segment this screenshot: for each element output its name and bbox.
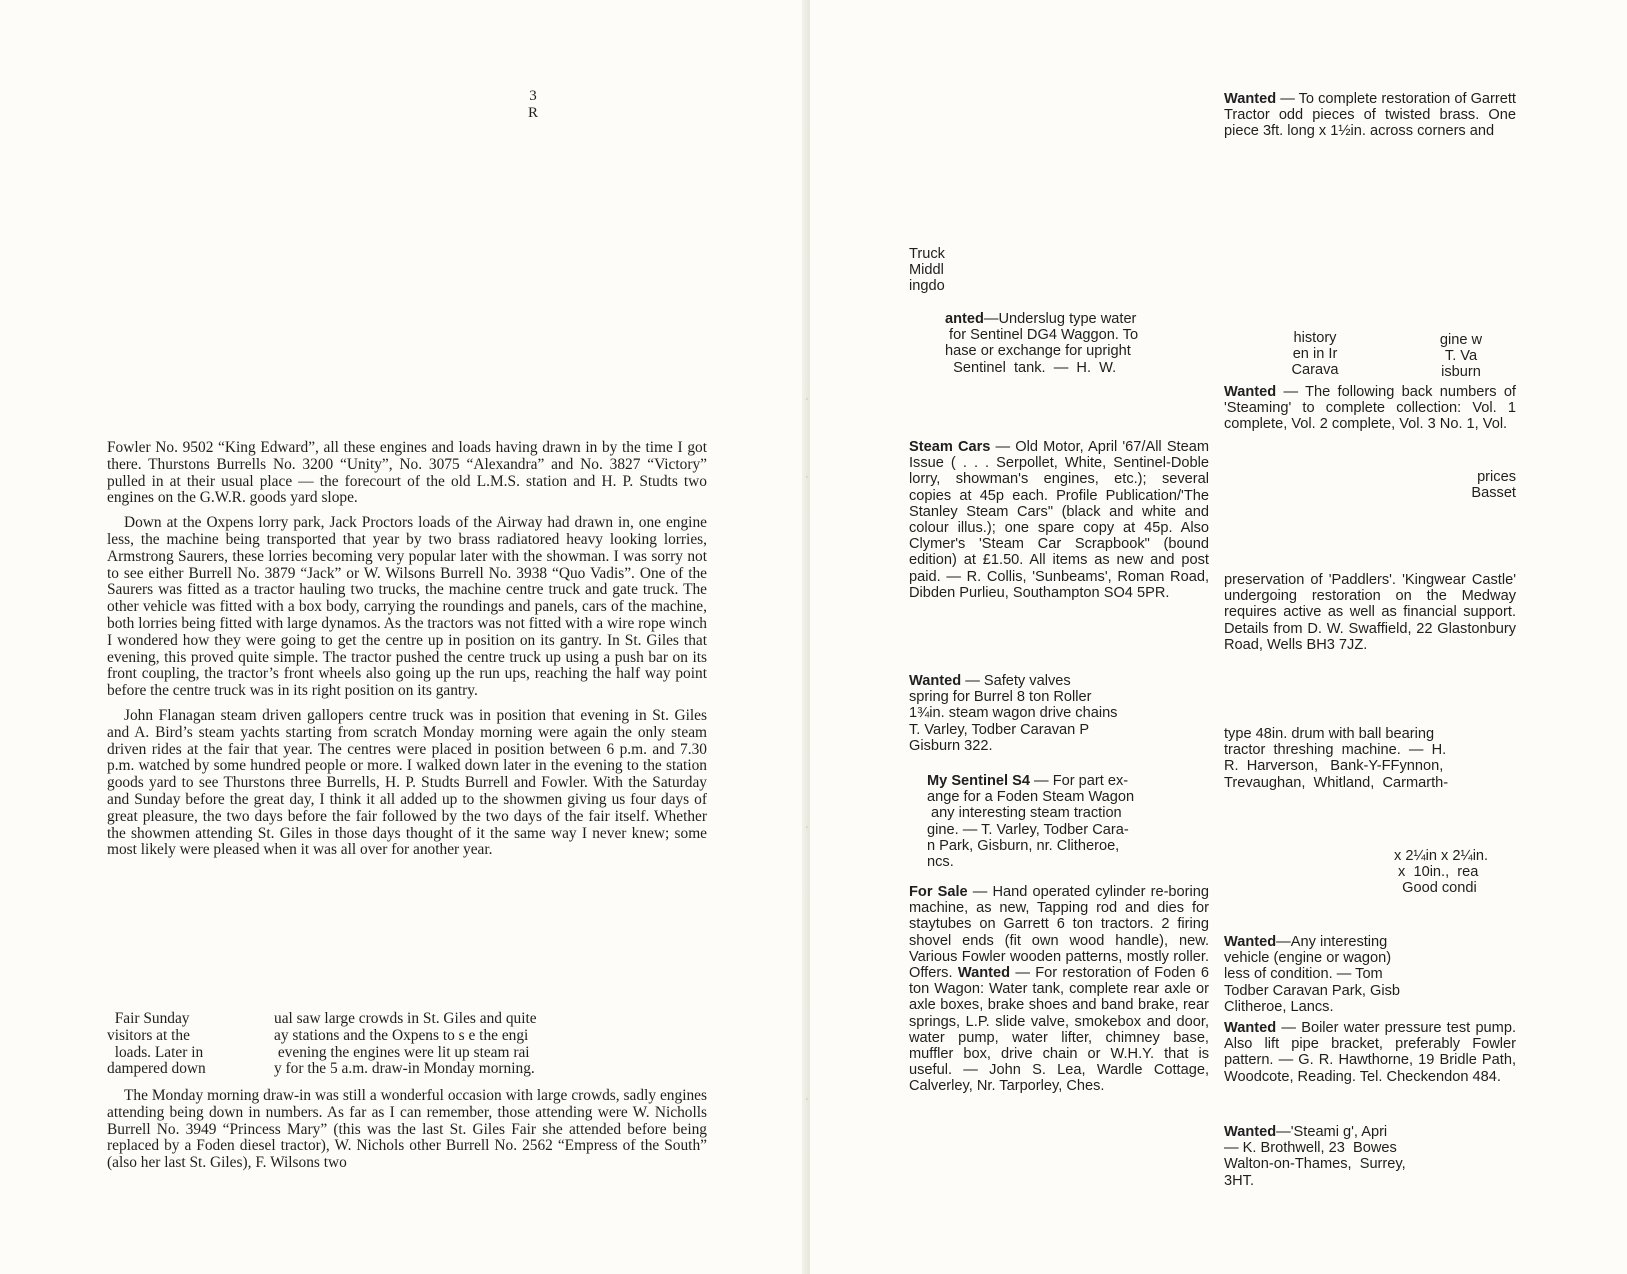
ad-body: — For part ex- ange for a Foden Steam Wagon any interesting steam traction gine. — T. Varley, Todber Cara- n Park, Gisburn, nr. Clitheroe, ncs. [927,773,1135,871]
paper-speck [806,398,808,400]
history-fragment-left: history en in Ir Carava [1291,330,1339,379]
ad-body-second: — For restoration of Foden 6 ton Wagon: Water tank, complete rear axle or axle boxes, brake shoes and band brake, rear springs, L.P. slide valve, smokebox and door, water pump, water lifter, chimney base, muffler box, drive chain or W.H.Y. that is useful. — John S. Lea, Wardle Cottage, Calverley, Nr. Tarporley, Ches. [909,965,1209,1095]
ad-body: — The following back numbers of 'Steaming' to complete collection: Vol. 1 complete, Vol. 2 complete, Vol. 3 No. 1, Vol. [1224,384,1516,433]
ad-heading: Wanted [909,673,962,689]
article-body [107,440,707,867]
truck-fragment: Truck Middl ingdo [909,246,945,295]
ad-heading: Wanted [1224,1124,1277,1140]
ad-paddlers: preservation of 'Paddlers'. 'Kingwear Castle' undergoing restoration on the Medway requires active as well as financial support. Details from D. W. Swaffield, 22 Glastonbury Road, Wells BH3 7JZ. [1224,572,1516,653]
ad-body: — Hand operated cylinder re-boring machine, as new, Tapping rod and dies for staytubes on Garrett 6 ton tractors. 2 firing shovel ends (fit own wood handle), new. Various Fowler wooden patterns, mostly roller. Offers. [909,884,1210,982]
ad-body: —'Steami g', Apri — K. Brothwell, 23 Bowes Walton-on-Thames, Surrey, 3HT. [1224,1124,1406,1189]
page-number [528,88,538,122]
ad-heading-second: Wanted [957,965,1010,982]
article-paragraph-3: John Flanagan steam driven gallopers centre truck was in position that evening in St. Giles and A. Bird’s steam yachts starting from scratch Monday morning were again the only steam driven rides at the fair that year. The centres were placed in position between 6 p.m. and 7.30 p.m. watched by some hundred people or more. I walked down later in the evening to the station goods yard to see Thurstons three Burrells, H. P. Studts Burrell and Fowler. With the Saturday and Sunday before the great day, I think it all added up to the showmen giving us four days of great pleasure, the two days before the fair followed by the two days of the fair itself. Whether the showmen attending St. Giles in those days thought of it the same way I never knew; some most likely were pleased when it was all over for another year. [107,706,707,859]
article-last-paragraph: The Monday morning draw-in was still a wonderful occasion with large crowds, sadly engines attending being down in numbers. As far as I can remember, those attending were W. Nicholls Burrell No. 3949 “Princess Mary” (this was the last St. Giles Fair she attended before being replaced by a Foden diesel tractor), W. Nichols other Burrell No. 2562 “Empress of the South” (also her last St. Giles), F. Wilsons two [107,1087,707,1172]
ad-my-sentinel-s4 [927,773,1217,870]
fragment-left-column: Fair Sunday visitors at the loads. Later in dampered down [107,1010,206,1078]
ad-body: — To complete restoration of Garrett Tractor odd pieces of twisted brass. One piece 3ft. long x 1½in. across corners and [1224,91,1516,140]
ad-threshing-drum: type 48in. drum with ball bearing tractor threshing machine. — H. R. Harverson, Bank-Y-FFynnon, Trevaughan, Whitland, Carmarth- [1224,726,1449,791]
dimensions-fragment: x 2¼in x 2¼in. x 10in., rea Good condi [1394,848,1489,897]
ad-steam-cars [909,439,1209,601]
page-mark: R [528,105,539,121]
history-fragment-right: gine w T. Va isburn [1439,332,1483,381]
left-page [0,0,810,1274]
ad-heading: Wanted [1224,934,1277,950]
ad-safety-valves [909,673,1209,754]
ad-heading: My Sentinel S4 [927,773,1030,789]
paper-speck [806,1098,808,1100]
ad-heading: For Sale [909,884,968,900]
ad-heading: Steam Cars [909,439,991,455]
ad-any-vehicle [1224,934,1474,1015]
ad-for-sale [909,884,1209,1095]
fragment-right-column: ual saw large crowds in St. Giles and quite ay stations and the Oxpens to s e the engi evening the engines were lit up steam rai y for the 5 a.m. draw-in Monday morning. [274,1010,537,1078]
article-body-continued [107,1088,707,1180]
ad-heading: Wanted [1224,384,1277,400]
page-number-value: 3 [529,88,537,104]
ad-underslug-tank [945,311,1215,376]
paper-speck [806,476,808,478]
prices-fragment: prices Basset [1471,469,1516,502]
ad-heading: Wanted [1224,1020,1277,1036]
ad-boiler-pump [1224,1020,1516,1085]
torn-fragment-paragraph [107,1010,707,1078]
article-paragraph-2: Down at the Oxpens lorry park, Jack Proctors loads of the Airway had drawn in, one engine less, the machine being transported that year by two brass radiatored heavy looking lorries, Armstrong Saurers, these lorries becoming very popular later with the showman. I was sorry not to see either Burrell No. 3879 “Jack” or W. Wilsons Burrell No. 3938 “Quo Vadis”. One of the Saurers was fitted as a tractor hauling two trucks, the machine centre truck and gate truck. The other vehicle was fitted with a box body, carrying the roundings and panels, cars of the machine, both lorries being fitted with large dynamos. As the tractors was not fitted with a wire rope winch I wondered how they were going to get the centre up in position on its gantry. In St. Giles that evening, this proved quite simple. The tractor pushed the centre truck up using a push bar on its front coupling, the tractor’s front wheels also going up the run ups, reaching the half way point before the centre truck was in its right position on its gantry. [107,514,707,700]
article-paragraph-1: Fowler No. 9502 “King Edward”, all these engines and loads having drawn in by the time I got there. Thurstons Burrells No. 3200 “Unity”, No. 3075 “Alexandra” and No. 3827 “Victory” pulled in at their usual place — the forecourt of the old L.M.S. station and H. P. Studts two engines on the G.W.R. goods yard slope. [107,439,707,507]
ad-body: —Any interesting vehicle (engine or wagon) less of condition. — Tom Todber Caravan Park, Gisb Clitheroe, Lancs. [1224,934,1401,1015]
right-page [810,0,1627,1274]
ad-heading: anted [945,311,984,327]
ad-heading: Wanted [1224,91,1277,107]
paper-speck [806,826,808,828]
ad-body: — Boiler water pressure test pump. Also lift pipe bracket, preferably Fowler pattern. — G. R. Hawthorne, 19 Bridle Path, Woodcote, Reading. Tel. Checkendon 484. [1224,1020,1516,1085]
ad-steaming-back-numbers [1224,384,1516,433]
ad-body: — Old Motor, April '67/All Steam Issue ( . . . Serpollet, White, Sentinel-Doble lorry, showman's engines, etc.); several copies at 45p each. Profile Publication/'The Stanley Steam Cars" (black and white and colour illus.); one spare copy at 45p. Also Clymer's 'Steam Car Scrapbook" (bound edition) at £1.50. All items as new and post paid. — R. Collis, 'Sunbeams', Roman Road, Dibden Purlieu, Southampton SO4 5PR. [909,439,1209,601]
ad-steaming-april [1224,1124,1474,1189]
ad-body: — Safety valves spring for Burrel 8 ton Roller 1¾in. steam wagon drive chains T. Varley, Todber Caravan P Gisburn 322. [909,673,1118,754]
ad-body: —Underslug type water for Sentinel DG4 Waggon. To hase or exchange for upright Sentinel tank. — H. W. [945,311,1139,376]
ad-garrett-tractor [1224,91,1516,140]
